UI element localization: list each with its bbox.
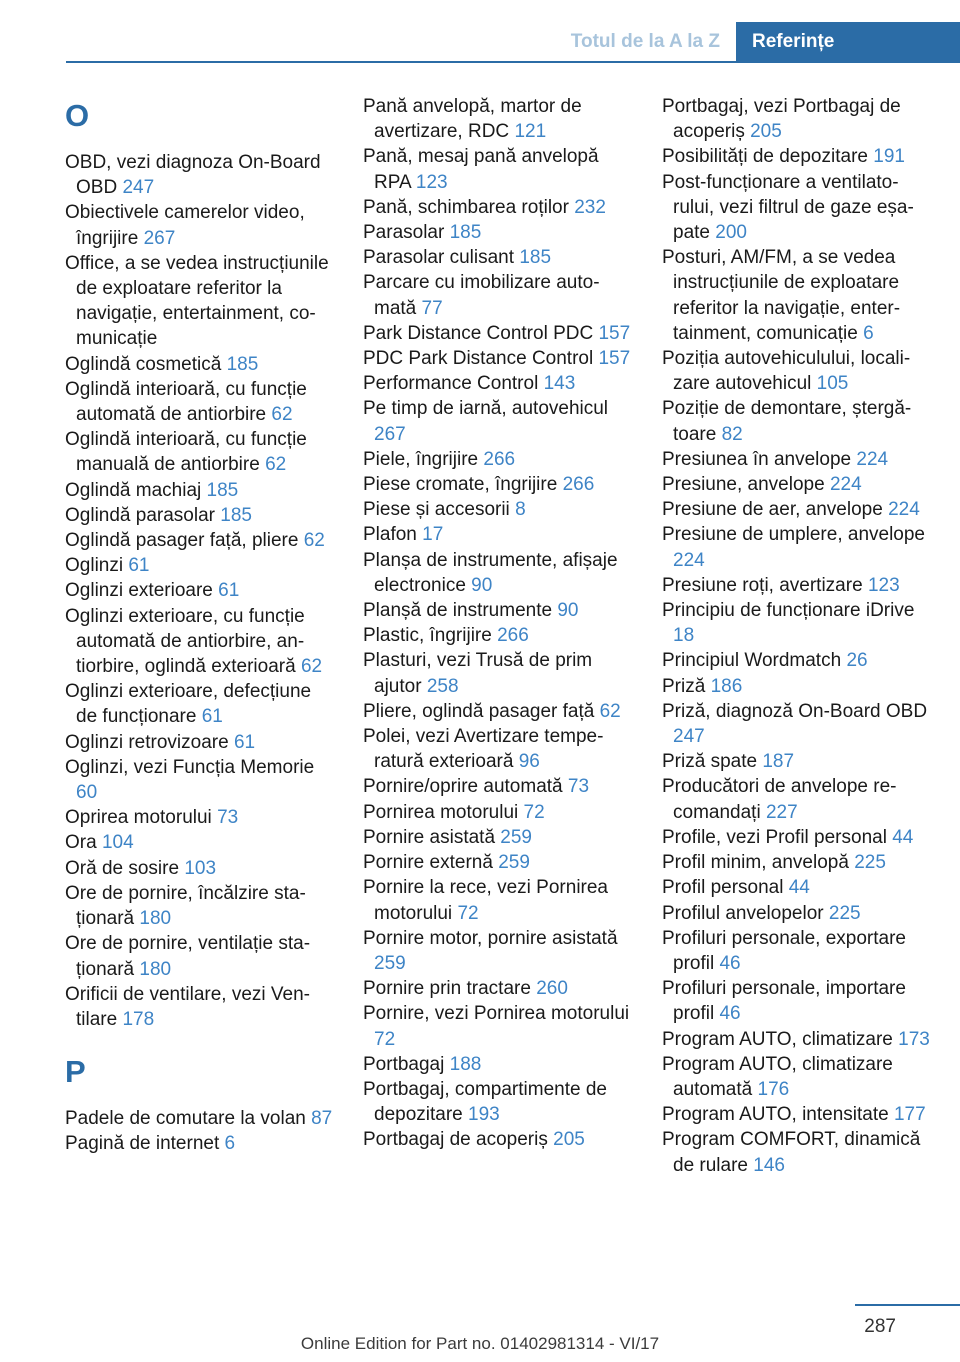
index-entry-text: Plastic, îngrijire: [363, 625, 492, 647]
index-entry-text: Parasolar culisant: [363, 247, 515, 269]
page-link[interactable]: 200: [715, 222, 747, 244]
index-entry-text: Polei, vezi Avertizare temperatură exterioară: [363, 726, 604, 773]
page-link[interactable]: 266: [562, 474, 595, 496]
index-letter-heading: O: [65, 98, 90, 133]
page-link[interactable]: 61: [201, 706, 223, 728]
index-entry-text: Pornire motor, pornire asistată: [363, 927, 618, 949]
index-entry: [662, 598, 932, 648]
index-entry: [363, 800, 633, 825]
index-entry: [363, 447, 633, 472]
index-entry: [662, 447, 932, 472]
index-entry: [363, 396, 633, 446]
index-entry-text: Piese cromate, îngrijire: [363, 474, 558, 496]
index-entry-text: Pană anvelopă, martor de avertizare, RDC: [363, 96, 582, 143]
page-link[interactable]: 186: [710, 675, 743, 697]
index-entry-text: Oglindă parasolar: [65, 504, 215, 526]
index-entry-text: Pornire la rece, vezi Pornirea motorului: [363, 877, 608, 924]
index-entry-text: Piele, îngrijire: [363, 448, 479, 470]
index-entry: [662, 901, 932, 926]
index-entry: [662, 170, 932, 246]
page-link[interactable]: 17: [422, 524, 444, 546]
index-entry-text: Producători de anvelope recomandați: [662, 776, 897, 823]
index-entry: [363, 623, 633, 648]
header-rule: [66, 61, 960, 63]
page-link[interactable]: 267: [143, 227, 176, 249]
index-entry: [363, 724, 633, 774]
index-entry-text: Plafon: [363, 524, 417, 546]
index-entry-text: Profiluri personale, importare profil: [662, 978, 906, 1025]
index-entry: [65, 150, 337, 200]
index-entry-text: Oglinzi, vezi Funcția Memorie: [65, 756, 315, 778]
page-link[interactable]: 259: [498, 852, 530, 874]
index-entry-text: Oglinzi exterioare, cu funcție automată de antiorbire, antiorbire, oglindă exterioară: [65, 605, 305, 678]
index-entry: [65, 1106, 337, 1131]
index-entry-text: Oprirea motorului: [65, 807, 212, 829]
index-entry: [662, 749, 932, 774]
page-link[interactable]: 185: [220, 504, 252, 526]
index-entry: [363, 1052, 633, 1077]
index-entry-text: Presiune de aer, anvelope: [662, 499, 883, 521]
index-entry: [363, 346, 633, 371]
index-entry-text: Portbagaj: [363, 1053, 445, 1075]
page-link[interactable]: 105: [816, 373, 849, 395]
index-entry: [65, 982, 337, 1032]
index-entry-text: Priză spate: [662, 751, 758, 773]
index-entry-text: Obiectivele camerelor video, îngrijire: [65, 202, 305, 249]
page-link[interactable]: 61: [128, 555, 150, 577]
index-entry-text: Profile, vezi Profil personal: [662, 826, 887, 848]
index-entry: [662, 497, 932, 522]
index-entry-text: Oglindă interioară, cu funcție manuală de antiorbire: [65, 429, 307, 476]
index-entry-text: Profiluri personale, exportare profil: [662, 927, 906, 974]
page-link[interactable]: 225: [854, 852, 886, 874]
page-link[interactable]: 62: [599, 700, 621, 722]
index-entry: [662, 1027, 932, 1052]
index-entry-text: Oglinzi: [65, 555, 124, 577]
index-entry: [662, 699, 932, 749]
page-link[interactable]: 267: [374, 423, 406, 445]
index-entry: [662, 976, 932, 1026]
page-link[interactable]: 8: [515, 499, 526, 521]
page-link[interactable]: 225: [828, 902, 861, 924]
index-entry: [363, 94, 633, 144]
index-entry-text: Orificii de ventilare, vezi Ventilare: [65, 983, 310, 1030]
page-link[interactable]: 180: [139, 958, 172, 980]
index-entry-text: Piese și accesorii: [363, 499, 510, 521]
page-link[interactable]: 73: [217, 807, 239, 829]
page-link[interactable]: 6: [224, 1133, 236, 1155]
index-entry: [65, 528, 337, 553]
page-link[interactable]: 44: [788, 877, 810, 899]
page-link[interactable]: 232: [574, 196, 606, 218]
index-entry: [65, 805, 337, 830]
index-letter-heading: P: [65, 1054, 86, 1090]
index-entry: [662, 573, 932, 598]
index-entry: [65, 200, 337, 250]
index-entry-text: Program AUTO, climatizare: [662, 1028, 893, 1050]
index-entry-text: Profil personal: [662, 877, 784, 899]
index-entry: [363, 245, 633, 270]
page-link[interactable]: 143: [543, 373, 576, 395]
page-link[interactable]: 72: [374, 1028, 396, 1050]
page-link[interactable]: 185: [226, 353, 259, 375]
index-entry-text: Profil minim, anvelopă: [662, 852, 849, 874]
page-link[interactable]: 18: [673, 625, 695, 647]
index-entry-text: Presiune, anvelope: [662, 474, 825, 496]
index-entry: [662, 774, 932, 824]
index-entry-text: Pliere, oglindă pasager față: [363, 700, 595, 722]
page-link[interactable]: 60: [76, 782, 98, 804]
page-link[interactable]: 123: [867, 574, 900, 596]
page-link[interactable]: 72: [457, 902, 479, 924]
page-link[interactable]: 266: [483, 448, 516, 470]
index-entry: [662, 1102, 932, 1127]
page-link[interactable]: 224: [829, 474, 862, 496]
index-entry-text: Plasturi, vezi Trusă de prim ajutor: [363, 650, 593, 697]
page-link[interactable]: 205: [553, 1129, 585, 1151]
index-entry-text: Oglindă cosmetică: [65, 353, 222, 375]
page-number: 287: [864, 1316, 896, 1337]
index-entry-text: Oră de sosire: [65, 857, 180, 879]
index-entry: [65, 931, 337, 981]
index-entry-text: Pană, schimbarea roților: [363, 196, 569, 218]
index-entry: [662, 674, 932, 699]
index-entry: [363, 825, 633, 850]
index-entry-text: Oglindă interioară, cu funcție automată de antiorbire: [65, 378, 307, 426]
index-entry-text: Profilul anvelopelor: [662, 902, 824, 924]
index-entry-text: Program COMFORT, dinamică de rulare: [662, 1129, 921, 1176]
page-link[interactable]: 191: [873, 146, 905, 168]
page-link[interactable]: 62: [303, 530, 325, 552]
index-entry: [363, 648, 633, 698]
index-entry: [662, 245, 932, 346]
page-link[interactable]: 259: [500, 826, 532, 848]
index-entry-text: Ora: [65, 832, 97, 854]
index-entry-text: Planșa de instrumente, afișaje electronice: [363, 549, 618, 596]
page-link[interactable]: 260: [536, 978, 568, 1000]
index-entry-text: Post-funcționare a ventilatorului, vezi filtrul de gaze eșapate: [662, 171, 914, 244]
index-entry: [65, 578, 337, 603]
index-entry: [363, 195, 633, 220]
index-entry-text: Pornirea motorului: [363, 801, 519, 823]
page-link[interactable]: 82: [721, 423, 743, 445]
index-entry: [65, 881, 337, 931]
section-title: Totul de la A la Z: [551, 22, 736, 62]
index-entry-text: Pană, mesaj pană anvelopă RPA: [363, 146, 599, 193]
page-link[interactable]: 121: [514, 121, 547, 143]
index-entry-text: Portbagaj, compartimente de depozitare: [363, 1078, 607, 1126]
page-link[interactable]: 185: [519, 247, 552, 269]
index-entry-text: Pornire asistată: [363, 826, 496, 848]
index-entry-text: Presiunea în anvelope: [662, 448, 852, 470]
index-entry-text: Pornire/oprire automată: [363, 776, 563, 798]
page-link[interactable]: 62: [265, 454, 287, 476]
page-link[interactable]: 87: [311, 1108, 333, 1130]
index-entry: [662, 472, 932, 497]
index-entry-text: Principiul Wordmatch: [662, 650, 842, 672]
index-entry-text: OBD, vezi diagnoza On-Board OBD: [65, 152, 321, 199]
index-entry-text: Pornire externă: [363, 852, 493, 874]
index-entry-text: Posturi, AM/FM, a se vedea instrucțiunile de exploatare referitor la navigație, entertainment, comunicație: [662, 247, 901, 344]
index-entry: [662, 346, 932, 396]
page-link[interactable]: 90: [471, 574, 493, 596]
index-entry: [662, 144, 932, 169]
index-entry: [363, 926, 633, 976]
page-link[interactable]: 180: [139, 908, 172, 930]
index-entry-text: Oglinzi exterioare: [65, 580, 213, 602]
index-column-3: [662, 94, 932, 1178]
index-entry-text: Priză: [662, 675, 706, 697]
index-entry: [363, 522, 633, 547]
page-link[interactable]: 185: [449, 222, 482, 244]
index-entry: [65, 377, 337, 427]
page-link[interactable]: 157: [598, 348, 631, 370]
index-entry-text: Parcare cu imobilizare automată: [363, 272, 600, 319]
index-entry-text: Office, a se vedea instrucțiunile de exploatare referitor la navigație, entertainment, comunicație: [65, 252, 329, 350]
index-entry-text: Pornire prin tractare: [363, 978, 531, 1000]
page-link[interactable]: 187: [762, 751, 795, 773]
page-link[interactable]: 157: [598, 322, 631, 344]
index-entry-text: Planșă de instrumente: [363, 600, 553, 622]
page-link[interactable]: 44: [892, 826, 914, 848]
page-link[interactable]: 247: [122, 177, 155, 199]
index-entry-text: Ore de pornire, încălzire staționară: [65, 882, 306, 930]
index-entry: [65, 856, 337, 881]
index-entry: [65, 503, 337, 528]
index-entry-text: Principiu de funcționare iDrive: [662, 600, 915, 622]
page-link[interactable]: 259: [374, 952, 406, 974]
index-entry: [662, 648, 932, 673]
index-entry: [662, 396, 932, 446]
index-entry: [662, 1127, 932, 1177]
index-entry: [662, 94, 932, 144]
page-link[interactable]: 103: [184, 857, 217, 879]
index-column-2: [363, 94, 633, 1153]
page-link[interactable]: 224: [856, 448, 889, 470]
page-link[interactable]: 193: [468, 1104, 500, 1126]
page-link[interactable]: 188: [449, 1053, 482, 1075]
page-link[interactable]: 178: [122, 1008, 155, 1030]
index-entry: [65, 1131, 337, 1156]
index-entry-text: Park Distance Control PDC: [363, 322, 594, 344]
page-link[interactable]: 185: [206, 479, 239, 501]
index-entry-text: Pornire, vezi Pornirea motorului: [363, 1003, 630, 1025]
index-entry-text: Program AUTO, intensitate: [662, 1104, 889, 1126]
index-entry: [363, 875, 633, 925]
page-link[interactable]: 46: [719, 952, 741, 974]
page-link[interactable]: 146: [753, 1154, 785, 1176]
index-entry: [662, 875, 932, 900]
index-entry-text: Parasolar: [363, 222, 445, 244]
index-entry-text: Poziția autovehiculului, localizare autovehicul: [662, 348, 911, 395]
footer-rule: [855, 1304, 960, 1306]
index-entry: [363, 1001, 633, 1051]
index-column-1: [65, 94, 337, 1157]
page-link[interactable]: 177: [893, 1104, 926, 1126]
index-entry-text: Padele de comutare la volan: [65, 1108, 306, 1130]
index-entry: [363, 1077, 633, 1127]
page-link[interactable]: 26: [846, 650, 868, 672]
page-link[interactable]: 73: [567, 776, 590, 798]
index-entry-text: Posibilități de depozitare: [662, 146, 868, 168]
page-link[interactable]: 77: [421, 297, 443, 319]
index-entry: [363, 598, 633, 623]
page-link[interactable]: 258: [426, 675, 459, 697]
index-entry: [65, 251, 337, 352]
index-entry: [662, 850, 932, 875]
page-link[interactable]: 61: [218, 580, 240, 602]
page-link[interactable]: 173: [898, 1028, 930, 1050]
index-entry: [363, 371, 633, 396]
index-entry-text: Program AUTO, climatizare automată: [662, 1053, 893, 1100]
index-entry: [363, 270, 633, 320]
page-link[interactable]: 266: [497, 625, 529, 647]
page-link[interactable]: 6: [863, 322, 874, 344]
index-entry-text: Priză, diagnoză On-Board OBD: [662, 700, 928, 722]
index-entry-text: Oglinzi exterioare, defecțiune de funcționare: [65, 681, 312, 728]
page-link[interactable]: 46: [719, 1003, 741, 1025]
page-link[interactable]: 90: [557, 600, 579, 622]
page-link[interactable]: 224: [673, 549, 705, 571]
index-entry: [65, 553, 337, 578]
index-entry: [65, 755, 337, 805]
page-link[interactable]: 61: [233, 731, 256, 753]
index-entry-text: Oglindă pasager față, pliere: [65, 530, 299, 552]
index-entry: [662, 522, 932, 572]
page-link[interactable]: 96: [518, 751, 540, 773]
index-entry-text: Portbagaj, vezi Portbagaj de acoperiș: [662, 96, 901, 143]
page-link[interactable]: 227: [765, 801, 798, 823]
index-entry: [65, 427, 337, 477]
page-header: [551, 22, 960, 62]
page-link[interactable]: 104: [101, 832, 134, 854]
page-link[interactable]: 205: [750, 121, 782, 143]
index-entry: [363, 144, 633, 194]
index-entry: [363, 472, 633, 497]
chapter-title: Referințe: [736, 22, 960, 62]
index-entry: [662, 825, 932, 850]
index-entry: [363, 850, 633, 875]
index-entry-text: PDC Park Distance Control: [363, 348, 594, 370]
page-link[interactable]: 247: [673, 726, 705, 748]
index-entry-text: Poziție de demontare, ștergătoare: [662, 398, 912, 445]
index-entry-text: Pagină de internet: [65, 1133, 220, 1155]
index-entry: [363, 774, 633, 799]
index-entry: [363, 548, 633, 598]
index-entry-text: Ore de pornire, ventilație staționară: [65, 933, 311, 980]
index-entry: [65, 730, 337, 755]
page-link[interactable]: 62: [300, 656, 323, 678]
index-entry: [65, 352, 337, 377]
index-entry: [363, 699, 633, 724]
edition-footer: Online Edition for Part no. 01402981314 - VI/17: [300, 1334, 660, 1353]
index-entry: [65, 478, 337, 503]
index-entry-text: Performance Control: [363, 373, 539, 395]
page-link[interactable]: 224: [888, 499, 920, 521]
index-entry-text: Presiune roți, avertizare: [662, 574, 863, 596]
index-entry: [65, 679, 337, 729]
index-entry-text: Oglinzi retrovizoare: [65, 731, 229, 753]
index-entry: [65, 830, 337, 855]
page-link[interactable]: 123: [415, 171, 448, 193]
index-entry: [363, 1127, 633, 1152]
index-entry: [65, 604, 337, 680]
index-entry: [662, 1052, 932, 1102]
index-entry: [662, 926, 932, 976]
index-entry: [363, 220, 633, 245]
index-entry: [363, 976, 633, 1001]
index-entry: [363, 497, 633, 522]
index-entry-text: Portbagaj de acoperiș: [363, 1129, 548, 1151]
index-entry-text: Presiune de umplere, anvelope: [662, 524, 926, 546]
index-entry-text: Oglindă machiaj: [65, 479, 202, 501]
page-link[interactable]: 72: [523, 801, 545, 823]
page-link[interactable]: 62: [271, 404, 293, 426]
page-link[interactable]: 176: [757, 1078, 790, 1100]
index-entry-text: Pe timp de iarnă, autovehicul: [363, 398, 609, 420]
index-entry: [363, 321, 633, 346]
